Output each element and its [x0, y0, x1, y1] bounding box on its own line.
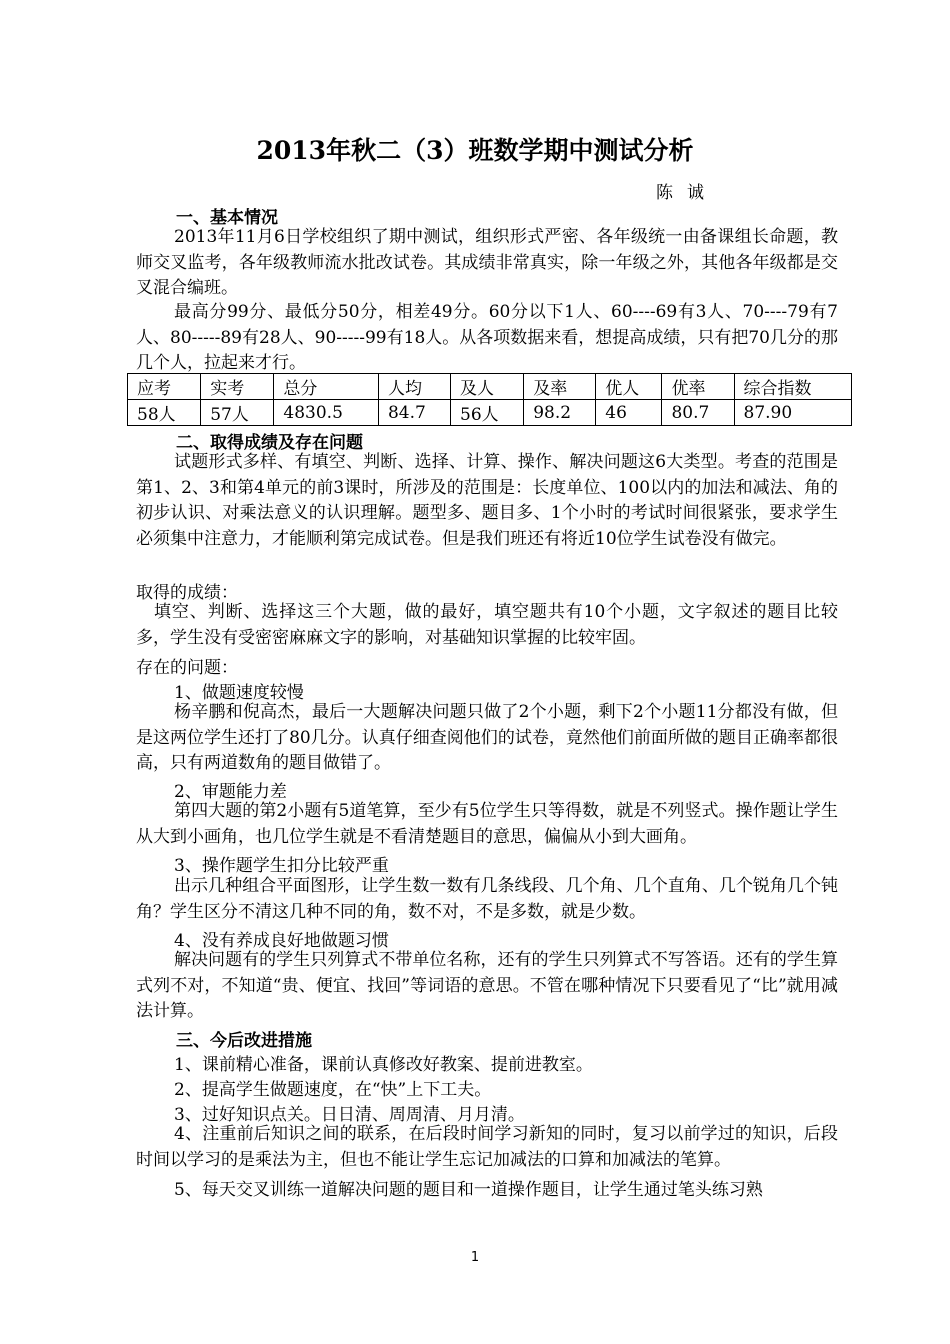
measure-item-4: 4、注重前后知识之间的联系，在后段时间学习新知的同时，复习以前学过的知识，后段时间以学习的是乘法为主，但也不能让学生忘记加减法的口算和加减法的笔算。	[136, 1124, 838, 1170]
table-header-cell: 及率	[524, 374, 596, 400]
problem2-text: 第四大题的第2小题有5道笔算，至少有5位学生只等得数，就是不列竖式。操作题让学生从大到小画角，也几位学生就是不看清楚题目的意思，偏偏从小到大画角。	[136, 801, 838, 847]
problem2-title: 2、审题能力差	[174, 782, 287, 802]
section2-paragraph1: 试题形式多样、有填空、判断、选择、计算、操作、解决问题这6大类型。考查的范围是第1、2、3和第4单元的前3课时，所涉及的范围是：长度单位、100以内的加法和减法、角的初步认识、对乘法意义的认识理解。题型多、题目多、1个小时的考试时间很紧张，要求学生必须集中注意力，才能顺利第完成试卷。但是我们班还有将近10位学生试卷没有做完。	[136, 452, 838, 549]
section1-heading: 一、基本情况	[176, 208, 278, 228]
table-cell: 84.7	[378, 400, 450, 426]
problem4-title: 4、没有养成良好地做题习惯	[174, 931, 389, 951]
problem3-text: 出示几种组合平面图形，让学生数一数有几条线段、几个角、几个直角、几个锐角几个钝角？学生区分不清这几种不同的角，数不对，不是多数，就是少数。	[136, 876, 838, 922]
table-cell: 58人	[128, 400, 201, 426]
table-row	[128, 400, 852, 426]
measure-item-2: 2、提高学生做题速度，在“快”上下工夫。	[174, 1080, 492, 1100]
section2-heading: 二、取得成绩及存在问题	[176, 433, 363, 453]
measure-item-1: 1、课前精心准备，课前认真修改好教案、提前进教室。	[174, 1055, 593, 1075]
table-header-cell: 优率	[662, 374, 734, 400]
table-cell: 57人	[201, 400, 274, 426]
page-title: 2013年秋二（3）班数学期中测试分析	[256, 136, 694, 165]
table-header-row	[128, 374, 852, 400]
measure-item-3: 3、过好知识点关。日日清、周周清、月月清。	[174, 1105, 525, 1125]
table-header-cell: 总分	[274, 374, 379, 400]
table-cell: 80.7	[662, 400, 734, 426]
problems-label: 存在的问题：	[136, 658, 238, 678]
problem1-title: 1、做题速度较慢	[174, 683, 304, 703]
measure-item-5: 5、每天交叉训练一道解决问题的题目和一道操作题目，让学生通过笔头练习熟	[174, 1180, 763, 1200]
table-cell: 4830.5	[274, 400, 379, 426]
author-name: 陈诚	[656, 183, 718, 203]
section1-paragraph2: 最高分99分、最低分50分，相差49分。60分以下1人、60----69有3人、70----79有7人、80-----89有28人、90-----99有18人。从各项数据来看，想提高成绩，只有把70几分的那几个人，拉起来才行。	[136, 302, 838, 373]
table-cell: 98.2	[524, 400, 596, 426]
table-header-cell: 人均	[378, 374, 450, 400]
problem4-text: 解决问题有的学生只列算式不带单位名称，还有的学生只列算式不写答语。还有的学生算式列不对，不知道“贵、便宜、找回”等词语的意思。不管在哪种情况下只要看见了“比”就用减法计算。	[136, 950, 838, 1021]
achievements-text: 填空、判断、选择这三个大题，做的最好，填空题共有10个小题，文字叙述的题目比较多，学生没有受密密麻麻文字的影响，对基础知识掌握的比较牢固。	[136, 602, 838, 648]
page-number: 1	[470, 1250, 480, 1265]
section1-paragraph1: 2013年11月6日学校组织了期中测试，组织形式严密、各年级统一由备课组长命题，教师交叉监考，各年级教师流水批改试卷。其成绩非常真实，除一年级之外，其他各年级都是交叉混合编班。	[136, 227, 838, 298]
table-header-cell: 及人	[451, 374, 524, 400]
achievements-label: 取得的成绩：	[136, 583, 238, 603]
problem1-text: 杨辛鹏和倪高杰，最后一大题解决问题只做了2个小题，剩下2个小题11分都没有做，但是这两位学生还打了80几分。认真仔细查阅他们的试卷，竟然他们前面所做的题目正确率都很高，只有两道数角的题目做错了。	[136, 702, 838, 773]
table-cell: 87.90	[734, 400, 852, 426]
table-header-cell: 实考	[201, 374, 274, 400]
problem3-title: 3、操作题学生扣分比较严重	[174, 856, 389, 876]
table-header-cell: 综合指数	[734, 374, 852, 400]
table-header-cell: 应考	[128, 374, 201, 400]
table-header-cell: 优人	[596, 374, 662, 400]
table-cell: 46	[596, 400, 662, 426]
section3-heading: 三、今后改进措施	[176, 1031, 312, 1051]
table-cell: 56人	[451, 400, 524, 426]
score-table	[127, 373, 852, 426]
